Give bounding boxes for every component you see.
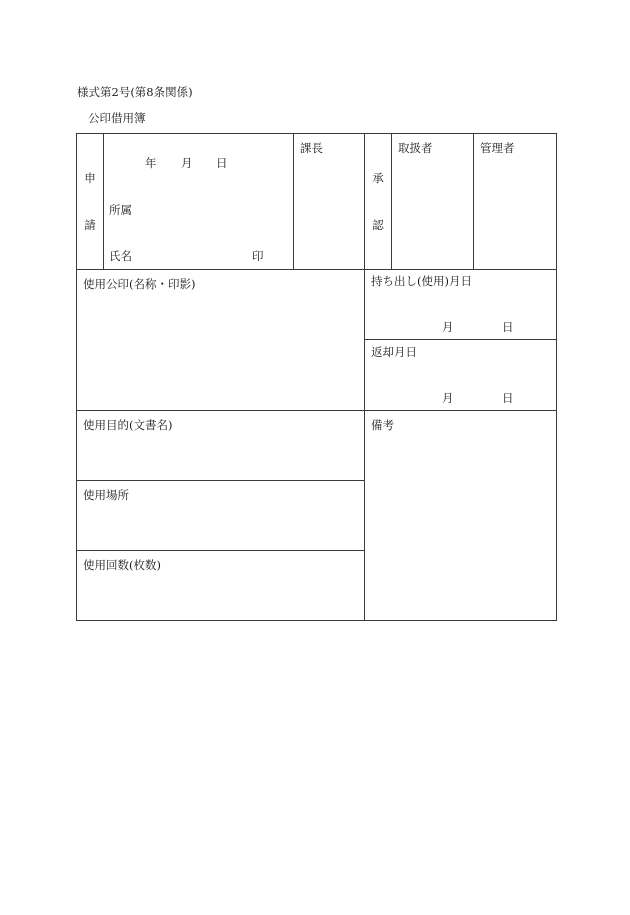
return-day-label: 日 bbox=[502, 391, 514, 405]
approval-side-label-bottom: 認 bbox=[372, 218, 384, 232]
table-rule bbox=[76, 410, 557, 411]
takeout-month-label: 月 bbox=[442, 320, 454, 334]
table-rule bbox=[76, 480, 364, 481]
manager-label: 管理者 bbox=[480, 141, 515, 155]
applicant-side-label-top: 申 bbox=[84, 171, 96, 185]
name-label: 氏名 bbox=[109, 249, 132, 263]
date-day-label: 日 bbox=[216, 156, 228, 170]
takeout-date-label: 持ち出し(使用)月日 bbox=[371, 274, 472, 288]
table-rule bbox=[364, 133, 365, 621]
table-rule bbox=[391, 133, 392, 269]
table-rule bbox=[473, 133, 474, 269]
seal-used-label: 使用公印(名称・印影) bbox=[83, 277, 196, 291]
remarks-label: 備考 bbox=[371, 418, 394, 432]
department-label: 所属 bbox=[109, 203, 132, 217]
form-title: 公印借用簿 bbox=[88, 111, 146, 125]
table-border-right bbox=[556, 133, 557, 621]
takeout-day-label: 日 bbox=[502, 320, 514, 334]
handler-label: 取扱者 bbox=[398, 141, 433, 155]
table-rule bbox=[76, 269, 557, 270]
return-month-label: 月 bbox=[442, 391, 454, 405]
purpose-label: 使用目的(文書名) bbox=[83, 418, 173, 432]
applicant-side-label-bottom: 請 bbox=[84, 218, 96, 232]
table-rule bbox=[76, 550, 364, 551]
form-number: 様式第2号(第8条関係) bbox=[77, 85, 193, 99]
location-label: 使用場所 bbox=[83, 488, 129, 502]
seal-mark-label: 印 bbox=[252, 249, 264, 263]
date-month-label: 月 bbox=[181, 156, 193, 170]
table-rule bbox=[293, 133, 294, 269]
count-label: 使用回数(枚数) bbox=[83, 558, 161, 572]
table-border-left bbox=[76, 133, 77, 621]
table-border-top bbox=[76, 133, 557, 134]
table-rule bbox=[103, 133, 104, 269]
return-date-label: 返却月日 bbox=[371, 345, 417, 359]
date-year-label: 年 bbox=[145, 156, 157, 170]
approval-side-label-top: 承 bbox=[372, 171, 384, 185]
section-chief-label: 課長 bbox=[300, 141, 323, 155]
table-border-bottom bbox=[76, 620, 557, 621]
table-rule bbox=[364, 339, 557, 340]
